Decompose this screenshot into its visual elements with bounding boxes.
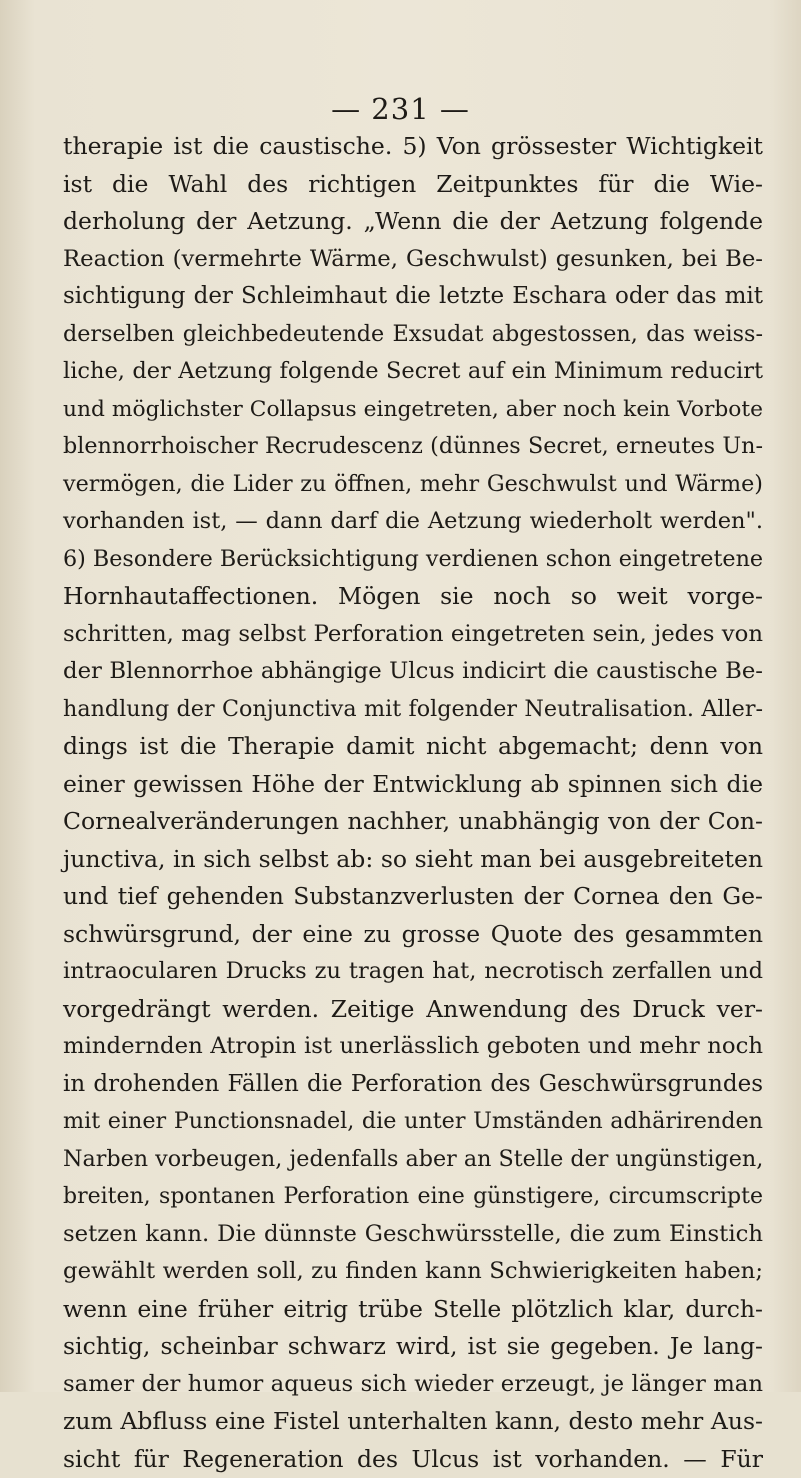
text-line: sicht für Regeneration des Ulcus ist vorhanden. — Für xyxy=(63,1441,763,1478)
text-line: Hornhautaffectionen. Mögen sie noch so weit vorge- xyxy=(63,578,763,616)
text-line: handlung der Conjunctiva mit folgender Neutralisation. Aller- xyxy=(63,691,763,729)
text-line: Narben vorbeugen, jedenfalls aber an Stelle der ungünstigen, xyxy=(63,1141,763,1179)
text-line: ist die Wahl des richtigen Zeitpunktes für die Wie- xyxy=(63,166,763,204)
text-line: mindernden Atropin ist unerlässlich geboten und mehr noch xyxy=(63,1028,763,1066)
text-line: schwürsgrund, der eine zu grosse Quote des gesammten xyxy=(63,916,763,954)
text-line: und tief gehenden Substanzverlusten der Cornea den Ge- xyxy=(63,878,763,916)
body-text xyxy=(63,128,763,1478)
text-line: Reaction (vermehrte Wärme, Geschwulst) gesunken, bei Be- xyxy=(63,241,763,279)
text-line: Cornealveränderungen nachher, unabhängig von der Con- xyxy=(63,803,763,841)
text-line: liche, der Aetzung folgende Secret auf ein Minimum reducirt xyxy=(63,353,763,391)
text-line: intraocularen Drucks zu tragen hat, necrotisch zerfallen und xyxy=(63,953,763,991)
text-line: und möglichster Collapsus eingetreten, aber noch kein Vorbote xyxy=(63,391,763,429)
text-line: derholung der Aetzung. „Wenn die der Aetzung folgende xyxy=(63,203,763,241)
text-line: setzen kann. Die dünnste Geschwürsstelle, die zum Einstich xyxy=(63,1216,763,1254)
page-number: — 231 — xyxy=(0,92,801,126)
text-line: gewählt werden soll, zu finden kann Schwierigkeiten haben; xyxy=(63,1253,763,1291)
text-line: der Blennorrhoe abhängige Ulcus indicirt die caustische Be- xyxy=(63,653,763,691)
text-line: wenn eine früher eitrig trübe Stelle plötzlich klar, durch- xyxy=(63,1291,763,1329)
text-line: therapie ist die caustische. 5) Von grössester Wichtigkeit xyxy=(63,128,763,166)
text-line: junctiva, in sich selbst ab: so sieht man bei ausgebreiteten xyxy=(63,841,763,879)
text-line: samer der humor aqueus sich wieder erzeugt, je länger man xyxy=(63,1366,763,1404)
text-line: blennorrhoischer Recrudescenz (dünnes Secret, erneutes Un- xyxy=(63,428,763,466)
text-line: schritten, mag selbst Perforation eingetreten sein, jedes von xyxy=(63,616,763,654)
text-line: mit einer Punctionsnadel, die unter Umständen adhärirenden xyxy=(63,1103,763,1141)
text-line: vorhanden ist, — dann darf die Aetzung wiederholt werden". xyxy=(63,503,763,541)
text-line: 6) Besondere Berücksichtigung verdienen schon eingetretene xyxy=(63,541,763,579)
text-line: dings ist die Therapie damit nicht abgemacht; denn von xyxy=(63,728,763,766)
text-line: sichtigung der Schleimhaut die letzte Eschara oder das mit xyxy=(63,278,763,316)
text-line: einer gewissen Höhe der Entwicklung ab spinnen sich die xyxy=(63,766,763,804)
text-line: in drohenden Fällen die Perforation des Geschwürsgrundes xyxy=(63,1066,763,1104)
text-line: sichtig, scheinbar schwarz wird, ist sie gegeben. Je lang- xyxy=(63,1328,763,1366)
text-line: vorgedrängt werden. Zeitige Anwendung des Druck ver- xyxy=(63,991,763,1029)
text-line: breiten, spontanen Perforation eine günstigere, circumscripte xyxy=(63,1178,763,1216)
text-line: derselben gleichbedeutende Exsudat abgestossen, das weiss- xyxy=(63,316,763,354)
text-line: zum Abfluss eine Fistel unterhalten kann, desto mehr Aus- xyxy=(63,1403,763,1441)
text-line: vermögen, die Lider zu öffnen, mehr Geschwulst und Wärme) xyxy=(63,466,763,504)
